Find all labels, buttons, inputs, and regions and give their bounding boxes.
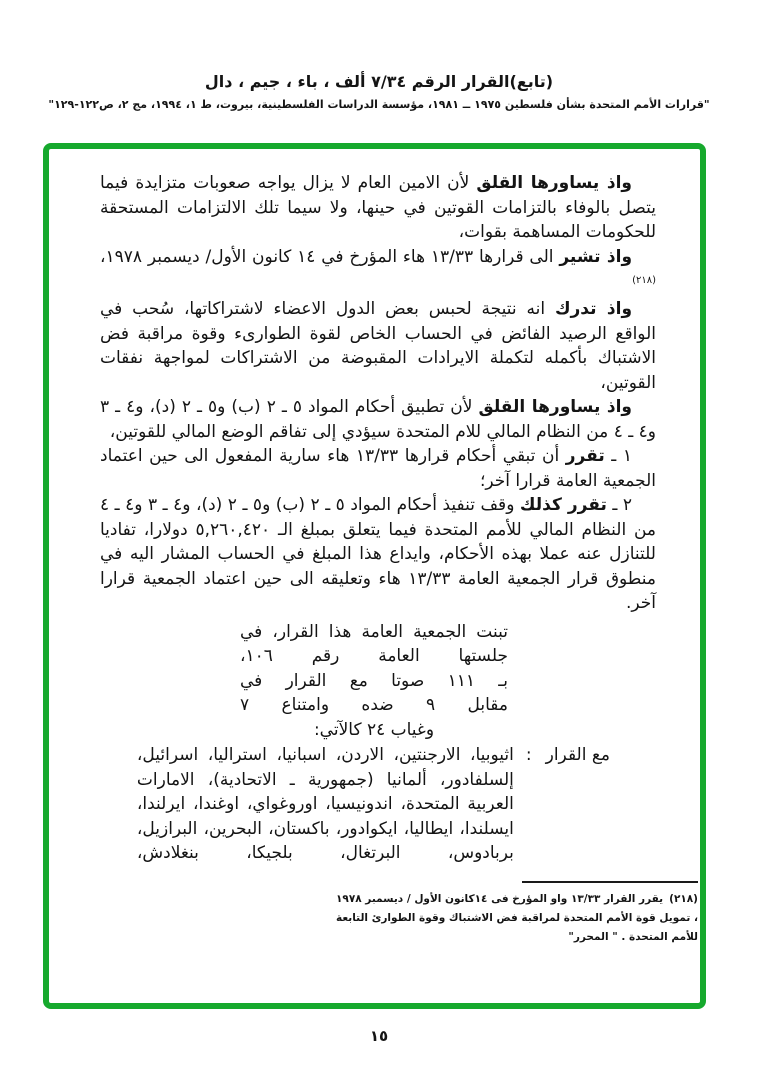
vote-colon: : <box>525 745 532 766</box>
vote-countries-list: اثيوبيا، الارجنتين، الاردن، اسبانيا، استراليا، اسرائيل، إلسلفادور، ألمانيا (جمهورية ـ الاتحادية)، الامارات العربية المتحدة، اندونيسيا، اوروغواي، اوغندا، ايرلندا، ايسلندا، ايطاليا، ايكوادور، باكستان، البحرين، البرازيل، بربادوس، البرتغال، بلجيكا، بنغلادش، <box>136 745 514 864</box>
vote-record <box>100 743 610 866</box>
footnote-reference: (٢١٨) <box>632 275 656 286</box>
adoption-statement <box>240 620 508 743</box>
document-header <box>0 72 758 111</box>
paragraph-lead: واذ يساورها القلق <box>476 173 632 193</box>
preamble-paragraph <box>100 245 656 298</box>
paragraph-lead: تقرر كذلك <box>519 495 607 516</box>
paragraph-text: لأن الامين العام لا يزال يواجه صعوبات متزايدة فيما يتصل بالوفاء بالتزامات القوتين في حينها، ولا سيما تلك الالتزامات المستحقة للحكومات المساهمة بقوات، <box>100 173 656 242</box>
paragraph-lead: واذ يساورها القلق <box>478 397 632 418</box>
vote-label: مع القرار <box>545 745 610 766</box>
paragraph-number: ٢ ـ <box>606 495 632 516</box>
preamble-paragraph <box>100 297 656 395</box>
paragraph-text: انه نتيجة لحبس بعض الدول الاعضاء لاشتراكاتها، سُحب في الواقع الرصيد الفائض في الحساب الخاص لقوة الطوارىء وقوة مراقبة فض الاشتباك بأكمله لتكملة الايرادات المقبوضة من الاشتراكات لمواجهة نفقات القوتين، <box>100 299 656 393</box>
adoption-line: تبنت الجمعية العامة هذا القرار، في <box>240 621 508 642</box>
resolution-title: (تابع)القرار الرقم ٧/٣٤ ألف ، باء ، جيم ، دال <box>204 72 554 91</box>
footnote-marker: (٢١٨) <box>669 892 698 905</box>
footnote-separator-rule <box>522 881 698 883</box>
adoption-line: وغياب ٢٤ كالآتي: <box>313 719 435 740</box>
footnote-text <box>336 890 698 947</box>
paragraph-lead: تقرر <box>565 446 605 467</box>
footnote-block <box>336 881 698 947</box>
preamble-paragraph <box>100 171 656 245</box>
paragraph-number: ١ ـ <box>604 446 632 467</box>
adoption-line: مقابل ٩ ضده وامتناع ٧ <box>240 695 508 716</box>
adoption-line: بـ ١١١ صوتا مع القرار في <box>240 670 508 691</box>
paragraph-text: أن تبقي أحكام قرارها ١٣/٣٣ هاء سارية المفعول الى حين اعتماد الجمعية العامة قرارا آخر؛ <box>100 446 656 491</box>
operative-paragraph-1 <box>100 444 656 493</box>
preamble-paragraph <box>100 395 656 444</box>
page-number: ١٥ <box>369 1027 389 1045</box>
adoption-line: جلستها العامة رقم ١٠٦، <box>240 646 508 667</box>
paragraph-text: لأن تطبيق أحكام المواد ٥ ـ ٢ (ب) و٥ ـ ٢ (د)، و٤ ـ ٣ و٤ ـ ٤ من النظام المالي للام المتحدة سيؤدي إلى تفاقم الوضع المالي للقوتين، <box>100 397 656 442</box>
source-citation: "قرارات الأمم المتحدة بشأن فلسطين ١٩٧٥ ــ ١٩٨١، مؤسسة الدراسات الفلسطينية، بيروت، ط ١، ١٩٩٤، مج ٢، ص١٢٢-١٢٩" <box>48 98 710 111</box>
paragraph-lead: واذ تدرك <box>554 299 633 320</box>
footnote-body: يقرر القرار ١٣/٣٣ واو المؤرخ فى ١٤كانون الأول / ديسمبر ١٩٧٨ ، تمويل قوة الأمم المتحدة لمراقبة فض الاشتباك وقوة الطوارئ التابعة للأمم المتحدة . " المحرر" <box>336 892 698 943</box>
paragraph-text: الى قرارها ١٣/٣٣ هاء المؤرخ في ١٤ كانون الأول/ ديسمبر ١٩٧٨، <box>100 246 560 267</box>
paragraph-lead: واذ تشير <box>559 246 633 267</box>
paragraph-text: وقف تنفيذ أحكام المواد ٥ ـ ٢ (ب) و٥ ـ ٢ (د)، و٤ ـ ٣ و٤ ـ ٤ من النظام المالي للأمم المتحدة فيما يتعلق بمبلغ الـ ٥,٢٦٠,٤٢٠ دولارا، تفاديا للتنازل عنه عملا بهذه الأحكام، وايداع هذا المبلغ في الحساب المشار اليه في منطوق قرار الجمعية العامة ١٣/٣٣ هاء وتعليقه الى حين اعتماد الجمعية قرارا آخر. <box>100 495 656 614</box>
resolution-body <box>100 171 698 947</box>
operative-paragraph-2 <box>100 493 656 616</box>
